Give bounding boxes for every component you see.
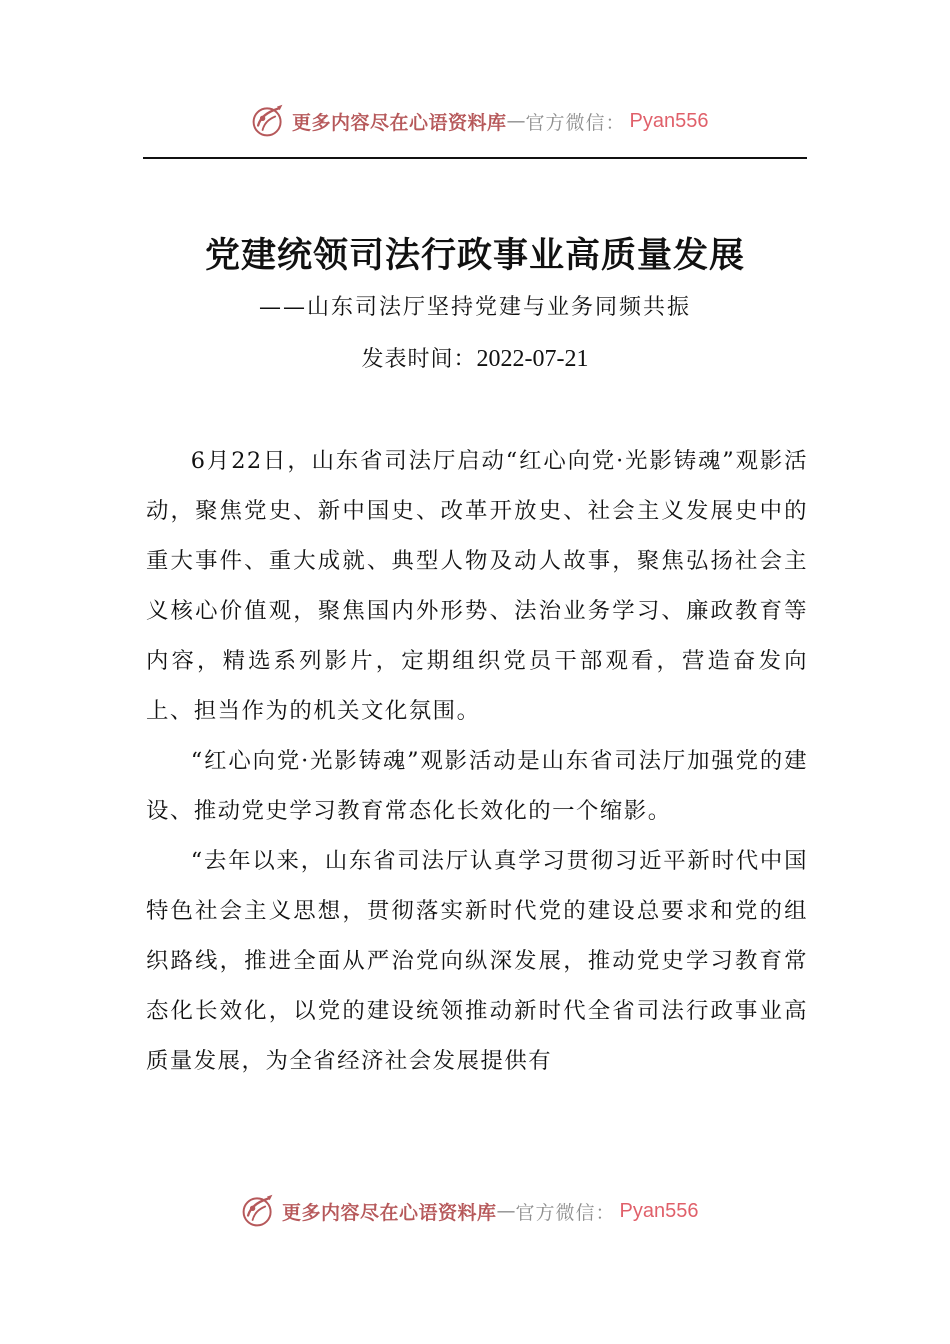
brand-logo-icon bbox=[240, 1193, 276, 1229]
header-dash: — bbox=[506, 110, 526, 132]
header-divider bbox=[143, 157, 807, 159]
article-subtitle: ——山东司法厅坚持党建与业务同频共振 bbox=[258, 295, 691, 320]
page-footer bbox=[240, 1193, 699, 1229]
publish-date bbox=[0, 342, 950, 373]
paragraph-3: “去年以来，山东省司法厅认真学习贯彻习近平新时代中国特色社会主义思想，贯彻落实新时代党的建设总要求和党的组织路线，推进全面从严治党向纵深发展，推动党史学习教育常态化长效化，以党的建设统领推动新时代全省司法行政事业高质量发展，为全省经济社会发展提供有 bbox=[146, 848, 808, 1074]
footer-dash: — bbox=[496, 1200, 516, 1222]
paragraph-2: “红心向党·光影铸魂”观影活动是山东省司法厅加强党的建设、推动党史学习教育常态化长效化的一个缩影。 bbox=[146, 748, 808, 824]
footer-brand-text: 更多内容尽在心语资料库 bbox=[282, 1201, 497, 1224]
brand-logo-icon bbox=[250, 103, 286, 139]
page-header bbox=[250, 103, 709, 139]
header-brand-text: 更多内容尽在心语资料库 bbox=[292, 111, 507, 134]
article-title: 党建统领司法行政事业高质量发展 bbox=[204, 235, 745, 276]
publish-date-label: 发表时间： bbox=[361, 347, 477, 372]
publish-date-value: 2022-07-21 bbox=[476, 346, 589, 372]
header-wechat-id: Pyan556 bbox=[629, 109, 709, 132]
paragraph-1: 6月22日，山东省司法厅启动“红心向党·光影铸魂”观影活动，聚焦党史、新中国史、改革开放史、社会主义发展史中的重大事件、重大成就、典型人物及动人故事，聚焦弘扬社会主义核心价值观，聚焦国内外形势、法治业务学习、廉政教育等内容，精选系列影片，定期组织党员干部观看，营造奋发向上、担当作为的机关文化氛围。 bbox=[146, 448, 808, 724]
article-body bbox=[146, 436, 808, 1086]
footer-wechat-id: Pyan556 bbox=[619, 1199, 699, 1222]
header-wechat-label: 官方微信： bbox=[525, 111, 626, 134]
footer-wechat-label: 官方微信： bbox=[515, 1201, 616, 1224]
